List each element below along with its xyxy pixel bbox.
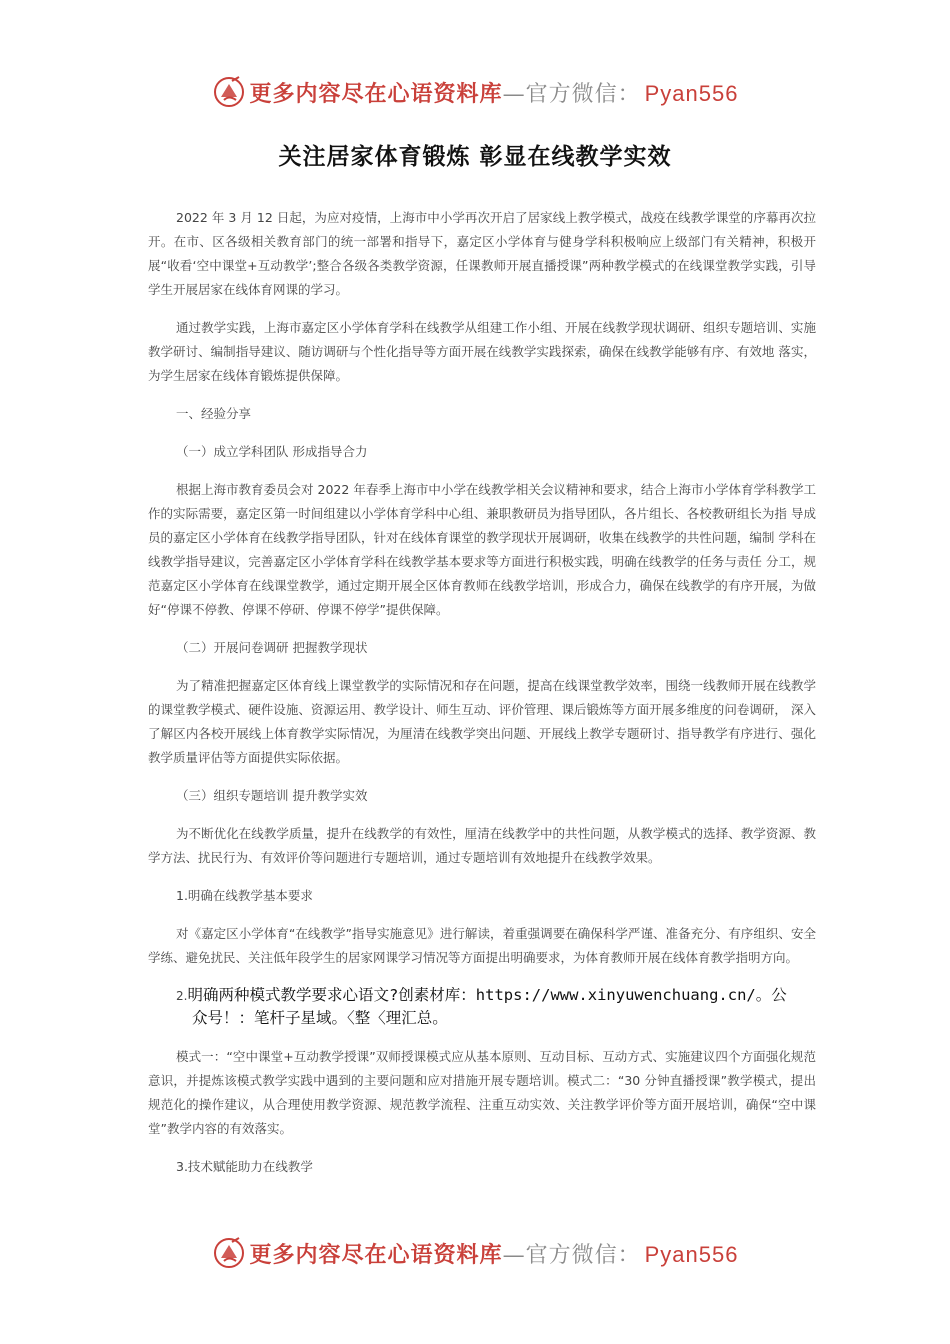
- book-feather-logo-icon: [212, 1236, 246, 1270]
- banner-text: [250, 77, 739, 108]
- banner-main-text: 更多内容尽在心语资料库: [249, 80, 503, 107]
- header-banner: [0, 72, 950, 112]
- wechat-label: 官方微信：: [525, 81, 641, 107]
- paragraph: 根据上海市教育委员会对 2022 年春季上海市中小学在线教学相关会议精神和要求，结合上海市小学体育学科教学工作的实际需要，嘉定区第一时间组建以小学体育学科中心组、兼职教研员为指导团队，各片组长、各校教研组长为指 导成员的嘉定区小学体育在线教学指导团队，针对在线体育课堂的教学现状开展调研，收集在线教学的共性问题，编制 学科在线教学指导建议，完善嘉定区小学体育学科在线教学基本要求等方面进行积极实践，明确在线教学的任务与责任 分工，规范嘉定区小学体育在线课堂教学，通过定期开展全区体育教师在线教学培训，形成合力，确保在线教学的有序开展，为做好“停课不停教、停课不停研、停课不停学”提供保障。: [148, 482, 816, 617]
- paragraph: 通过教学实践，上海市嘉定区小学体育学科在线教学从组建工作小组、开展在线教学现状调研、组织专题培训、实施教学研讨、编制指导建议、随访调研与个性化指导等方面开展在线教学实践探索，确保在线教学能够有序、有效地 落实，为学生居家在线体育锻炼提供保障。: [148, 320, 816, 383]
- item-heading: 1.明确在线教学基本要求: [176, 888, 313, 903]
- subsection-heading: （三）组织专题培训 提升教学实效: [176, 788, 368, 803]
- banner-text: [250, 1238, 739, 1269]
- section-heading: 一、经验分享: [176, 406, 252, 421]
- paragraph: 模式一：“空中课堂+互动教学授课”双师授课模式应从基本原则、互动目标、互动方式、实施建议四个方面强化规范意识，并提炼该模式教学实践中遇到的主要问题和应对措施开展专题培训。模式二：“30 分钟直播授课”教学模式，提出规范化的操作建议，从合理使用教学资源、规范教学流程、注重互动实效、关注教学评价等方面开展培训，确保“空中课堂”教学内容的有效落实。: [148, 1049, 816, 1136]
- item-heading: 3.技术赋能助力在线教学: [176, 1159, 313, 1174]
- paragraph: 对《嘉定区小学体育“在线教学”指导实施意见》进行解读，着重强调要在确保科学严谨、准备充分、有序组织、安全学练、避免扰民、关注低年段学生的居家网课学习情况等方面提出明确要求，为体育教师开展在线体育教学指明方向。: [148, 926, 816, 965]
- wechat-id: Pyan556: [644, 1241, 739, 1267]
- wechat-id: Pyan556: [644, 80, 739, 106]
- document-title: 关注居家体育锻炼 彰显在线教学实效: [278, 144, 672, 170]
- item-number: 2.: [176, 989, 188, 1003]
- banner-separator: —: [502, 1242, 526, 1268]
- paragraph: 2022 年 3 月 12 日起，为应对疫情，上海市中小学再次开启了居家线上教学模式，战疫在线教学课堂的序幕再次拉开。在市、区各级相关教育部门的统一部署和指导下，嘉定区小学体育与健身学科积极响应上级部门有关精神，积极开展“收看‘空中课堂+互动教学’;整合各级各类教学资源，任课教师开展直播授课”两种教学模式的在线课堂教学实践，引导学生开展居家在线体育网课的学习。: [148, 210, 816, 297]
- wechat-label: 官方微信：: [525, 1242, 641, 1268]
- item-heading-line-1: 明确两种模式教学要求心语文?创素材库：https://www.xinyuwenchuang.cn/。公: [187, 986, 787, 1004]
- banner-separator: —: [502, 81, 526, 107]
- document-body: [148, 206, 816, 1193]
- book-feather-logo-icon: [212, 75, 246, 109]
- item-heading-line-2: 众号！：笔杆子星域。〈整〈理汇总。: [192, 1009, 448, 1027]
- item-heading-large: [148, 984, 816, 1029]
- footer-banner: [0, 1233, 950, 1273]
- banner-main-text: 更多内容尽在心语资料库: [249, 1241, 503, 1268]
- subsection-heading: （二）开展问卷调研 把握教学现状: [176, 640, 368, 655]
- paragraph: 为了精准把握嘉定区体育线上课堂教学的实际情况和存在问题，提高在线课堂教学效率，围绕一线教师开展在线教学的课堂教学模式、硬件设施、资源运用、教学设计、师生互动、评价管理、课后锻炼等方面开展多维度的问卷调研， 深入了解区内各校开展线上体育教学实际情况，为厘清在线教学突出问题、开展线上教学专题研讨、指导教学有序进行、强化教学质量评估等方面提供实际依据。: [148, 678, 816, 765]
- subsection-heading: （一）成立学科团队 形成指导合力: [176, 444, 368, 459]
- paragraph: 为不断优化在线教学质量，提升在线教学的有效性，厘清在线教学中的共性问题，从教学模式的选择、教学资源、教学方法、扰民行为、有效评价等问题进行专题培训，通过专题培训有效地提升在线教学效果。: [148, 826, 816, 865]
